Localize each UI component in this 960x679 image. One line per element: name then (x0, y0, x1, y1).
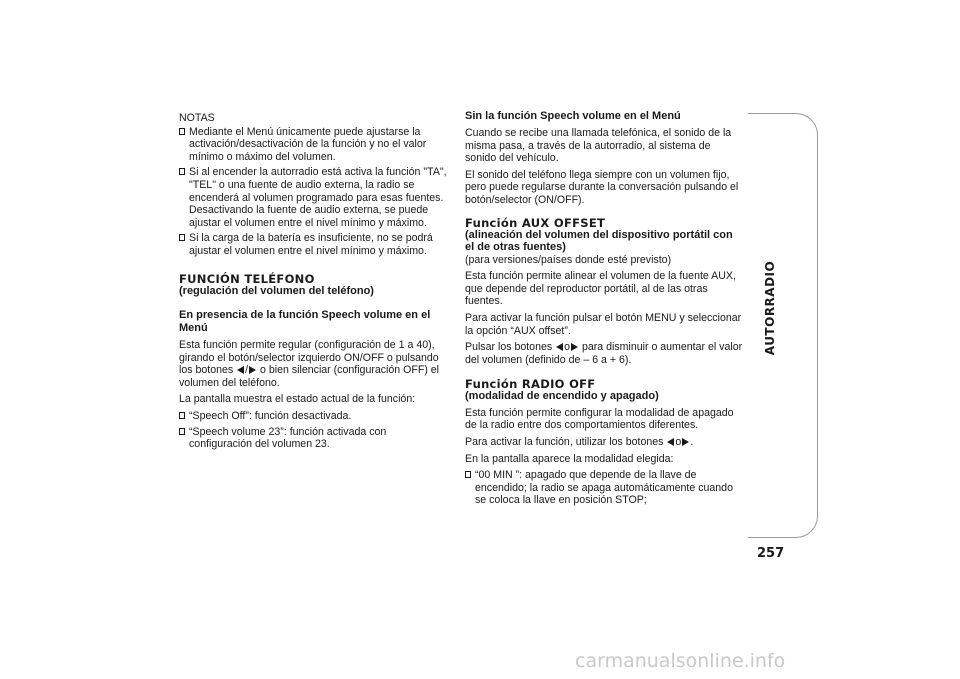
triangle-right-icon (571, 343, 578, 351)
display-item-text: “Speech volume 23”: función activada con configuración del volumen 23. (189, 425, 387, 451)
square-bullet-icon (179, 428, 185, 435)
triangle-left-icon (556, 343, 563, 351)
aux-paragraph-1: Esta función permite alinear el volumen de la fuente AUX, que depende del reproductor portátil, al de las otras fuentes. (465, 270, 736, 308)
radio-off-item-text: “00 MIN ”: apagado que depende de la llave de encendido; la radio se apaga automáticamente cuando se coloca la llave en posición STOP; (475, 469, 733, 507)
chapter-tab (748, 113, 818, 538)
triangle-right-icon (249, 366, 256, 374)
no-speech-paragraph-2: El sonido del teléfono llega siempre con un volumen fijo, pero puede regularse durante la conversación pulsando el botón/selector (ON/OFF). (465, 168, 739, 206)
display-item (179, 410, 449, 423)
note-item (179, 126, 449, 164)
note-item (179, 232, 449, 257)
speech-heading: En presencia de la función Speech volume en el Menú (179, 309, 431, 335)
section-subtitle-radio-off: (modalidad de encendido y apagado) (465, 390, 659, 403)
notes-title: NOTAS (179, 112, 215, 124)
right-column (465, 110, 743, 510)
radio-off-paragraph-1: Esta función permite configurar la modalidad de apagado de la radio entre dos comportamientos diferentes. (465, 406, 734, 432)
square-bullet-icon (179, 234, 185, 241)
speech-text-a: Esta función permite regular (configuración de 1 a 40), girando el botón/selector izquierdo ON/OFF o pulsando los botones (179, 339, 439, 377)
speech-text-b: o bien silenciar (configuración OFF) el volumen del teléfono. (179, 364, 440, 389)
note-text: Si la carga de la batería es insuficiente, no se podrá ajustar el volumen entre el nivel mínimo y máximo. (189, 232, 433, 257)
radio-off-or-text: o (675, 436, 682, 448)
aux-or-text: o (564, 341, 571, 354)
display-item-text: “Speech Off”: función desactivada. (189, 410, 352, 422)
radio-off-item (465, 469, 743, 507)
no-speech-heading: Sin la función Speech volume en el Menú (465, 110, 681, 122)
radio-off-text-b: . (690, 436, 694, 448)
triangle-left-icon (667, 438, 674, 446)
aux-paragraph-2: Para activar la función pulsar el botón MENU y seleccionar la opción “AUX offset”. (465, 311, 742, 337)
square-bullet-icon (179, 168, 185, 175)
watermark: carmanualsonline.info (575, 650, 786, 672)
aux-text-b: para disminuir o aumentar el valor del volumen (definido de – 6 a + 6). (465, 341, 743, 366)
aux-versions: (para versiones/países donde esté previsto) (465, 253, 672, 266)
radio-off-paragraph-3: En la pantalla aparece la modalidad elegida: (465, 452, 674, 465)
section-title-radio-off: Función RADIO OFF (465, 377, 596, 392)
chapter-tab-label (760, 253, 780, 363)
chapter-tab-text: AUTORRADIO (763, 260, 777, 356)
square-bullet-icon (179, 128, 185, 135)
note-item (179, 166, 449, 229)
display-paragraph: La pantalla muestra el estado actual de la función: (179, 393, 416, 406)
note-text: Mediante el Menú únicamente puede ajustarse la activación/desactivación de la función y no el valor mínimo o máximo del volumen. (189, 125, 427, 163)
left-column (179, 112, 449, 454)
section-title-telefono: FUNCIÓN TELÉFONO (179, 271, 315, 286)
note-text: Si al encender la autorradio está activa la función "TA", "TEL" o una fuente de audio externa, la radio se encenderá al volumen programado para esas fuentes. Desactivando la fuente de audio externa, se puede ajustar el volumen entre el nivel mínimo y máximo. (189, 166, 447, 229)
page-number: 257 (757, 546, 785, 561)
square-bullet-icon (179, 412, 185, 419)
slash-text: / (245, 364, 249, 377)
no-speech-paragraph-1: Cuando se recibe una llamada telefónica, el sonido de la misma pasa, a través de la autorradio, al sistema de sonido del vehículo. (465, 127, 732, 165)
section-subtitle-telefono: (regulación del volumen del teléfono) (179, 284, 374, 297)
aux-paragraph-3 (465, 341, 743, 366)
display-item (179, 426, 449, 451)
square-bullet-icon (465, 471, 471, 478)
section-title-aux: Función AUX OFFSET (465, 215, 606, 230)
radio-off-paragraph-2 (465, 436, 743, 449)
aux-text-a: Pulsar los botones (465, 341, 553, 354)
radio-off-text-a: Para activar la función, utilizar los botones (465, 436, 664, 448)
section-subtitle-aux: (alineación del volumen del dispositivo portátil con el de otras fuentes) (465, 228, 733, 254)
speech-paragraph (179, 339, 449, 389)
triangle-right-icon (682, 438, 689, 446)
triangle-left-icon (237, 366, 244, 374)
